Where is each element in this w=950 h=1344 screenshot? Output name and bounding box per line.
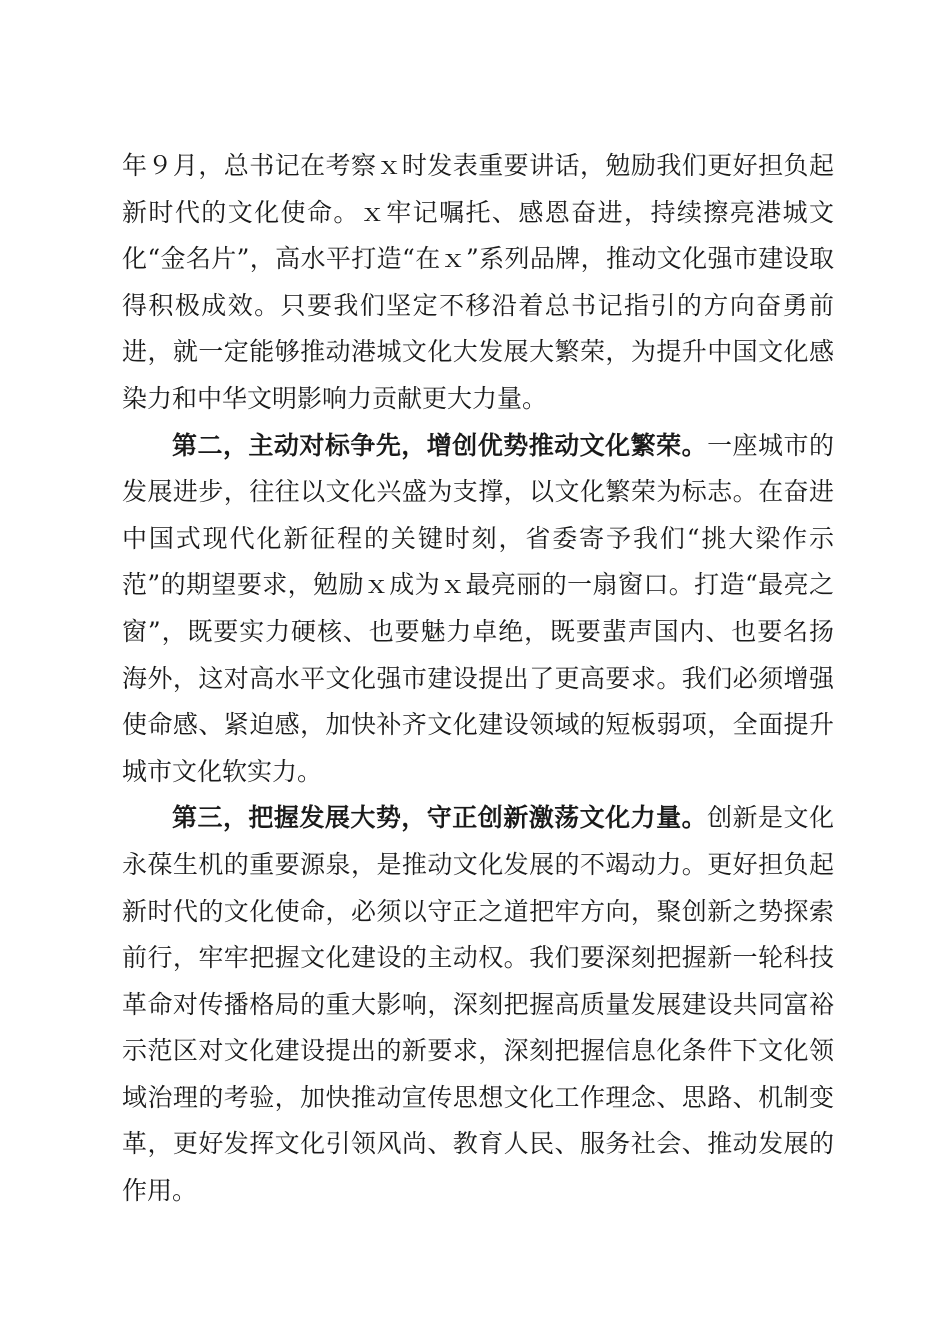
paragraph-body: 一座城市的发展进步，往往以文化兴盛为支撑，以文化繁荣为标志。在奋进中国式现代化新征程的关键时刻，省委寄予我们“挑大梁作示范”的期望要求，勉励ｘ成为ｘ最亮丽的一扇窗口。打造“最亮之窗”，既要实力硬核、也要魅力卓绝，既要蜚声国内、也要名扬海外，这对高水平文化强市建设提出了更高要求。我们必须增强使命感、紧迫感，加快补齐文化建设领域的短板弱项，全面提升城市文化软实力。 (122, 430, 834, 786)
paragraph-body: 年９月，总书记在考察ｘ时发表重要讲话，勉励我们更好担负起新时代的文化使命。ｘ牢记嘱托、感恩奋进，持续擦亮港城文化“金名片”，高水平打造“在ｘ”系列品牌，推动文化强市建设取得积极成效。只要我们坚定不移沿着总书记指引的方向奋勇前进，就一定能够推动港城文化大发展大繁荣，为提升中国文化感染力和中华文明影响力贡献更大力量。 (122, 151, 834, 413)
paragraph-third-point (122, 795, 834, 1214)
body-text (122, 143, 834, 1215)
paragraph-heading: 第三，把握发展大势，守正创新激荡文化力量。 (172, 803, 708, 833)
paragraph-heading: 第二，主动对标争先，增创优势推动文化繁荣。 (172, 430, 708, 460)
paragraph-second-point (122, 423, 834, 796)
paragraph-body: 创新是文化永葆生机的重要源泉，是推动文化发展的不竭动力。更好担负起新时代的文化使命，必须以守正之道把牢方向，聚创新之势探索前行，牢牢把握文化建设的主动权。我们要深刻把握新一轮科技革命对传播格局的重大影响，深刻把握高质量发展建设共同富裕示范区对文化建设提出的新要求，深刻把握信息化条件下文化领域治理的考验，加快推动宣传思想文化工作理念、思路、机制变革，更好发挥文化引领风尚、教育人民、服务社会、推动发展的作用。 (122, 803, 834, 1206)
paragraph-continuation (122, 143, 834, 423)
